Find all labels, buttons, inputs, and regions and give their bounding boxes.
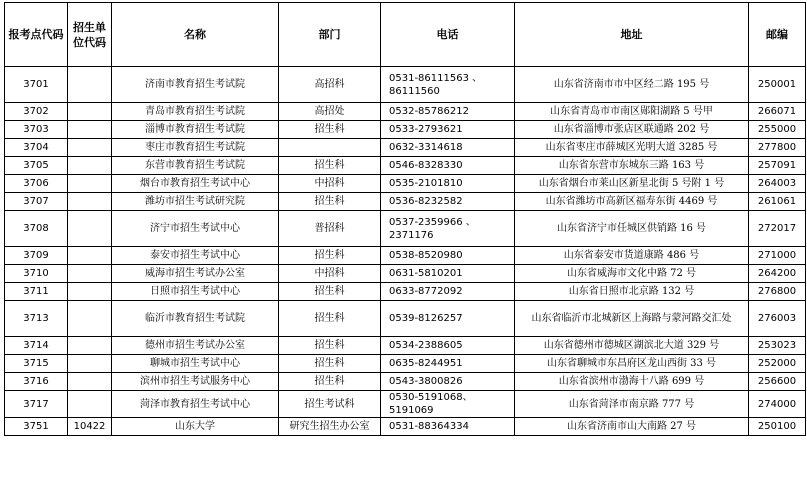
cell-phone: 0635-8244951 <box>381 355 515 373</box>
cell-code: 3715 <box>5 355 68 373</box>
cell-phone: 0543-3800826 <box>381 373 515 391</box>
cell-phone: 0632-3314618 <box>381 139 515 157</box>
cell-phone: 0531-88364334 <box>381 418 515 436</box>
cell-name: 东营市教育招生考试院 <box>112 157 279 175</box>
cell-name: 聊城市招生考试中心 <box>112 355 279 373</box>
cell-unit <box>68 391 112 418</box>
cell-phone: 0530-5191068、5191069 <box>381 391 515 418</box>
cell-zip: 264200 <box>749 265 806 283</box>
table-row <box>5 247 806 265</box>
header-code: 报考点代码 <box>5 3 68 67</box>
cell-name: 山东大学 <box>112 418 279 436</box>
cell-code: 3713 <box>5 301 68 337</box>
cell-code: 3701 <box>5 67 68 103</box>
cell-name: 烟台市教育招生考试中心 <box>112 175 279 193</box>
cell-code: 3751 <box>5 418 68 436</box>
table-row <box>5 139 806 157</box>
cell-address: 山东省东营市东城东三路 163 号 <box>515 157 749 175</box>
header-address: 地址 <box>515 3 749 67</box>
cell-unit <box>68 211 112 247</box>
cell-zip: 250100 <box>749 418 806 436</box>
cell-name: 威海市招生考试办公室 <box>112 265 279 283</box>
contacts-table <box>4 2 806 436</box>
cell-name: 滨州市招生考试服务中心 <box>112 373 279 391</box>
cell-dept <box>279 139 381 157</box>
cell-phone: 0538-8520980 <box>381 247 515 265</box>
cell-name: 青岛市教育招生考试院 <box>112 103 279 121</box>
cell-address: 山东省烟台市莱山区新星北街 5 号附 1 号 <box>515 175 749 193</box>
cell-code: 3708 <box>5 211 68 247</box>
table-row <box>5 301 806 337</box>
cell-phone: 0534-2388605 <box>381 337 515 355</box>
cell-code: 3711 <box>5 283 68 301</box>
cell-name: 泰安市招生考试中心 <box>112 247 279 265</box>
cell-phone: 0537-2359966 、2371176 <box>381 211 515 247</box>
cell-address: 山东省聊城市东昌府区龙山西街 33 号 <box>515 355 749 373</box>
cell-code: 3716 <box>5 373 68 391</box>
table-row <box>5 283 806 301</box>
cell-phone: 0633-8772092 <box>381 283 515 301</box>
table-row <box>5 337 806 355</box>
cell-zip: 274000 <box>749 391 806 418</box>
cell-zip: 277800 <box>749 139 806 157</box>
cell-dept: 中招科 <box>279 265 381 283</box>
cell-zip: 250001 <box>749 67 806 103</box>
cell-code: 3714 <box>5 337 68 355</box>
cell-zip: 272017 <box>749 211 806 247</box>
table-row <box>5 373 806 391</box>
cell-zip: 252000 <box>749 355 806 373</box>
cell-code: 3707 <box>5 193 68 211</box>
cell-zip: 256600 <box>749 373 806 391</box>
cell-zip: 253023 <box>749 337 806 355</box>
cell-phone: 0536-8232582 <box>381 193 515 211</box>
cell-unit <box>68 103 112 121</box>
cell-address: 山东省济南市市中区经二路 195 号 <box>515 67 749 103</box>
table-row <box>5 355 806 373</box>
cell-unit <box>68 355 112 373</box>
cell-code: 3706 <box>5 175 68 193</box>
cell-unit <box>68 193 112 211</box>
table-row <box>5 121 806 139</box>
cell-phone: 0535-2101810 <box>381 175 515 193</box>
cell-unit: 10422 <box>68 418 112 436</box>
cell-unit <box>68 283 112 301</box>
cell-name: 菏泽市教育招生考试中心 <box>112 391 279 418</box>
cell-unit <box>68 139 112 157</box>
cell-address: 山东省济宁市任城区供销路 16 号 <box>515 211 749 247</box>
cell-name: 济南市教育招生考试院 <box>112 67 279 103</box>
cell-name: 日照市招生考试中心 <box>112 283 279 301</box>
cell-phone: 0533-2793621 <box>381 121 515 139</box>
cell-unit <box>68 337 112 355</box>
cell-phone: 0539-8126257 <box>381 301 515 337</box>
cell-dept: 高招处 <box>279 103 381 121</box>
cell-dept: 招生科 <box>279 337 381 355</box>
cell-name: 潍坊市招生考试研究院 <box>112 193 279 211</box>
cell-phone: 0531-86111563 、86111560 <box>381 67 515 103</box>
table-row <box>5 211 806 247</box>
cell-phone: 0532-85786212 <box>381 103 515 121</box>
cell-address: 山东省潍坊市高新区福寿东街 4469 号 <box>515 193 749 211</box>
cell-dept: 中招科 <box>279 175 381 193</box>
cell-name: 枣庄市教育招生考试院 <box>112 139 279 157</box>
cell-code: 3709 <box>5 247 68 265</box>
cell-code: 3710 <box>5 265 68 283</box>
cell-zip: 271000 <box>749 247 806 265</box>
cell-address: 山东省临沂市北城新区上海路与蒙河路交汇处 <box>515 301 749 337</box>
table-row <box>5 391 806 418</box>
table-row <box>5 67 806 103</box>
cell-dept: 普招科 <box>279 211 381 247</box>
header-dept: 部门 <box>279 3 381 67</box>
table-row <box>5 265 806 283</box>
cell-address: 山东省淄博市张店区联通路 202 号 <box>515 121 749 139</box>
cell-dept: 招生科 <box>279 193 381 211</box>
cell-address: 山东省泰安市货道康路 486 号 <box>515 247 749 265</box>
cell-dept: 招生科 <box>279 157 381 175</box>
cell-dept: 招生科 <box>279 283 381 301</box>
cell-address: 山东省青岛市市南区郧阳湖路 5 号甲 <box>515 103 749 121</box>
header-row <box>5 3 806 67</box>
cell-address: 山东省日照市北京路 132 号 <box>515 283 749 301</box>
table-row <box>5 157 806 175</box>
cell-code: 3705 <box>5 157 68 175</box>
cell-name: 淄博市教育招生考试院 <box>112 121 279 139</box>
cell-unit <box>68 67 112 103</box>
cell-dept: 研究生招生办公室 <box>279 418 381 436</box>
cell-name: 德州市招生考试办公室 <box>112 337 279 355</box>
cell-zip: 255000 <box>749 121 806 139</box>
cell-address: 山东省滨州市渤海十八路 699 号 <box>515 373 749 391</box>
table-row <box>5 175 806 193</box>
cell-unit <box>68 121 112 139</box>
cell-zip: 276003 <box>749 301 806 337</box>
table-row <box>5 193 806 211</box>
cell-unit <box>68 157 112 175</box>
cell-unit <box>68 265 112 283</box>
cell-zip: 266071 <box>749 103 806 121</box>
cell-dept: 招生科 <box>279 247 381 265</box>
header-phone: 电话 <box>381 3 515 67</box>
cell-code: 3717 <box>5 391 68 418</box>
header-zip: 邮编 <box>749 3 806 67</box>
cell-dept: 招生考试科 <box>279 391 381 418</box>
cell-dept: 招生科 <box>279 121 381 139</box>
cell-zip: 276800 <box>749 283 806 301</box>
cell-address: 山东省济南市山大南路 27 号 <box>515 418 749 436</box>
cell-dept: 高招科 <box>279 67 381 103</box>
cell-address: 山东省德州市德城区湖滨北大道 329 号 <box>515 337 749 355</box>
cell-name: 临沂市教育招生考试院 <box>112 301 279 337</box>
cell-zip: 264003 <box>749 175 806 193</box>
cell-dept: 招生科 <box>279 301 381 337</box>
cell-dept: 招生科 <box>279 355 381 373</box>
header-unit: 招生单位代码 <box>68 3 112 67</box>
cell-phone: 0546-8328330 <box>381 157 515 175</box>
cell-zip: 261061 <box>749 193 806 211</box>
table-row <box>5 103 806 121</box>
cell-zip: 257091 <box>749 157 806 175</box>
cell-address: 山东省威海市文化中路 72 号 <box>515 265 749 283</box>
cell-code: 3703 <box>5 121 68 139</box>
cell-name: 济宁市招生考试中心 <box>112 211 279 247</box>
cell-address: 山东省枣庄市薛城区光明大道 3285 号 <box>515 139 749 157</box>
cell-unit <box>68 301 112 337</box>
header-name: 名称 <box>112 3 279 67</box>
cell-unit <box>68 247 112 265</box>
cell-code: 3704 <box>5 139 68 157</box>
cell-address: 山东省菏泽市南京路 777 号 <box>515 391 749 418</box>
cell-phone: 0631-5810201 <box>381 265 515 283</box>
table-row <box>5 418 806 436</box>
cell-dept: 招生科 <box>279 373 381 391</box>
cell-unit <box>68 373 112 391</box>
cell-code: 3702 <box>5 103 68 121</box>
cell-unit <box>68 175 112 193</box>
